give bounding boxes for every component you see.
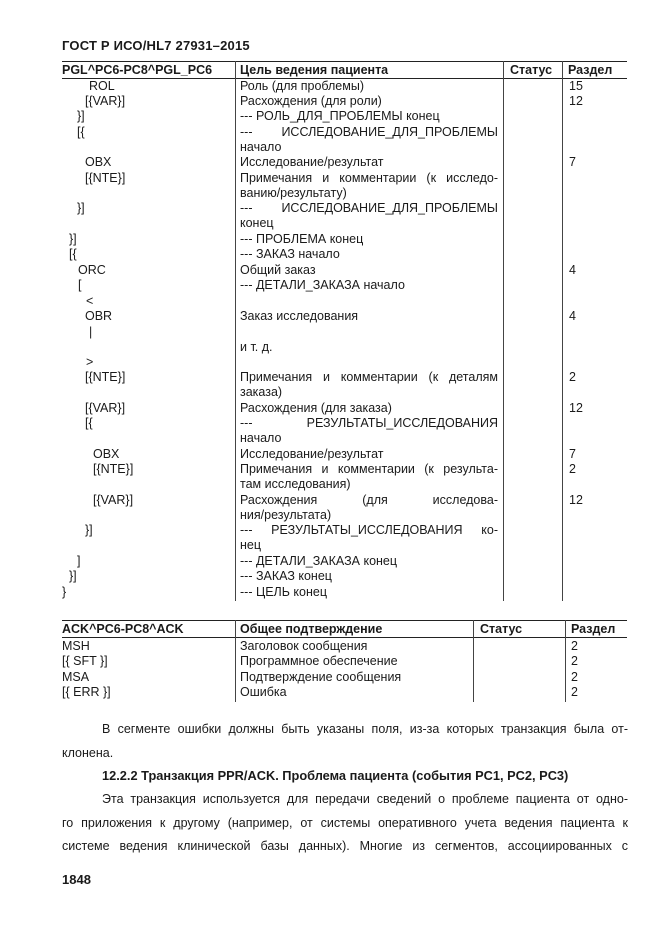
table-row-section: 4: [569, 263, 576, 277]
table-row-code: }]: [69, 232, 77, 246]
table-row-desc: --- ДЕТАЛИ_ЗАКАЗА начало: [240, 278, 405, 292]
page-number: 1848: [62, 872, 91, 887]
table-row-code: >: [86, 355, 94, 369]
desc-line: нец: [240, 538, 262, 553]
table-row-code: [{VAR}]: [93, 493, 134, 507]
table-row-code: |: [89, 325, 93, 339]
desc-line: Расхождения (для исследова-: [240, 493, 498, 507]
table-top-rule: [62, 620, 627, 621]
table-row-desc: [240, 523, 498, 554]
table-row-code: }]: [77, 201, 85, 215]
desc-line: Примечания и комментарии (к деталям: [240, 370, 498, 384]
table-row-section: 2: [571, 670, 578, 684]
table-row-desc: --- ЦЕЛЬ конец: [240, 585, 327, 599]
table-row-code: MSA: [62, 670, 90, 684]
desc-line: --- ИССЛЕДОВАНИЕ_ДЛЯ_ПРОБЛЕМЫ: [240, 201, 498, 215]
table-row-code: OBX: [93, 447, 120, 461]
table-row-code: }]: [77, 109, 85, 123]
table-row-code: [{ SFT }]: [62, 654, 108, 668]
text-line: системе ведения клинической базы данных). Многие из сегментов, ассоциированных с: [62, 839, 628, 853]
table-row-code: }]: [69, 569, 77, 583]
table-row-section: 7: [569, 447, 576, 461]
paragraph-transaction: [62, 788, 628, 859]
text-line: Эта транзакция используется для передачи сведений о проблеме пациента от одно-: [102, 792, 628, 806]
desc-line: начало: [240, 431, 282, 446]
column-header-code: ACK^PC6-PC8^ACK: [62, 622, 184, 636]
table-row-desc: --- ЗАКАЗ конец: [240, 569, 332, 583]
table-row-code: [{NTE}]: [93, 462, 134, 476]
table-row-desc: [240, 493, 498, 524]
table-row-desc: [240, 416, 498, 447]
table-row-desc: Роль (для проблемы): [240, 79, 364, 93]
table-row-section: 4: [569, 309, 576, 323]
table-row-desc: --- РОЛЬ_ДЛЯ_ПРОБЛЕМЫ конец: [240, 109, 440, 123]
table-row-desc: [240, 462, 498, 493]
table-row-desc: [240, 370, 498, 401]
table-row-desc: [240, 171, 498, 202]
table-row-code: ROL: [89, 79, 115, 93]
table-row-code: [{: [77, 125, 85, 139]
table-row-section: 2: [569, 370, 576, 384]
table-row-code: OBR: [85, 309, 113, 323]
table-row-desc: Ошибка: [240, 685, 287, 699]
column-header-section: Раздел: [571, 622, 616, 636]
table-row-code: [: [78, 278, 82, 292]
table-row-code: ORC: [78, 263, 106, 277]
column-divider: [235, 61, 236, 601]
desc-line: заказа): [240, 385, 283, 400]
table-row-section: 2: [571, 685, 578, 699]
table-row-code: OBX: [85, 155, 112, 169]
table-row-code: ]: [77, 554, 81, 568]
column-divider: [235, 620, 236, 702]
table-row-desc: Общий заказ: [240, 263, 316, 277]
table-row-code: [{: [69, 247, 77, 261]
table-row-desc: Расхождения (для заказа): [240, 401, 392, 415]
table-row-desc: Заголовок сообщения: [240, 639, 368, 653]
desc-line: конец: [240, 216, 274, 231]
table-row-section: 15: [569, 79, 583, 93]
text-line: В сегменте ошибки должны быть указаны поля, из-за которых транзакция была от-: [102, 722, 628, 736]
table-row-section: 2: [571, 639, 578, 653]
table-row-desc: Программное обеспечение: [240, 654, 398, 668]
table-row-section: 2: [569, 462, 576, 476]
table-row-desc: --- ЗАКАЗ начало: [240, 247, 340, 261]
table-row-desc: Подтверждение сообщения: [240, 670, 402, 684]
text-line: клонена.: [62, 745, 114, 760]
table-row-code: [{: [85, 416, 93, 430]
table-row-desc: [240, 125, 498, 156]
table-row-code: [{VAR}]: [85, 401, 126, 415]
table-row-code: [{NTE}]: [85, 370, 126, 384]
desc-line: --- ИССЛЕДОВАНИЕ_ДЛЯ_ПРОБЛЕМЫ: [240, 125, 498, 139]
desc-line: ния/результата): [240, 508, 332, 523]
paragraph-error-note: [62, 718, 628, 765]
table-row-code: [{NTE}]: [85, 171, 126, 185]
desc-line: --- РЕЗУЛЬТАТЫ_ИССЛЕДОВАНИЯ: [240, 416, 498, 430]
table-row-desc: Расхождения (для роли): [240, 94, 382, 108]
column-header-status: Статус: [480, 622, 523, 636]
desc-line: Примечания и комментарии (к исследо-: [240, 171, 498, 185]
table-top-rule: [62, 61, 627, 62]
table-row-code: <: [86, 294, 94, 308]
table-row-code: [{ ERR }]: [62, 685, 111, 699]
column-divider: [473, 620, 474, 702]
desc-line: начало: [240, 140, 282, 155]
table-row-section: 12: [569, 401, 583, 415]
table-row-section: 12: [569, 94, 583, 108]
column-divider: [562, 61, 563, 601]
table-row-code: MSH: [62, 639, 90, 653]
table-row-desc: [240, 201, 498, 232]
table-row-desc: Исследование/результат: [240, 447, 384, 461]
table-row-desc: --- ПРОБЛЕМА конец: [240, 232, 364, 246]
desc-line: Примечания и комментарии (к результа-: [240, 462, 498, 476]
text-line: го приложения к другому (например, от системы оперативного учета ведения пациента к: [62, 815, 628, 830]
column-divider: [565, 620, 566, 702]
table-row-code: }]: [85, 523, 93, 537]
desc-line: --- РЕЗУЛЬТАТЫ_ИССЛЕДОВАНИЯ ко-: [240, 523, 498, 537]
table-row-desc: и т. д.: [240, 340, 273, 354]
column-header-desc: Цель ведения пациента: [240, 63, 389, 77]
desc-line: ванию/результату): [240, 186, 347, 201]
table-row-section: 2: [571, 654, 578, 668]
table-row-desc: --- ДЕТАЛИ_ЗАКАЗА конец: [240, 554, 398, 568]
table-row-section: 7: [569, 155, 576, 169]
column-header-desc: Общее подтверждение: [240, 622, 383, 636]
table-row-section: 12: [569, 493, 583, 507]
desc-line: там исследования): [240, 477, 351, 492]
column-header-section: Раздел: [568, 63, 613, 77]
column-divider: [503, 61, 504, 601]
table-row-desc: Исследование/результат: [240, 155, 384, 169]
table-row-code: [{VAR}]: [85, 94, 126, 108]
table-row-desc: Заказ исследования: [240, 309, 359, 323]
column-header-status: Статус: [510, 63, 553, 77]
section-subheading: 12.2.2 Транзакция PPR/ACK. Проблема пациента (события PC1, PC2, PC3): [102, 768, 569, 783]
column-header-code: PGL^PC6-PC8^PGL_PC6: [62, 63, 213, 77]
document-header: ГОСТ Р ИСО/HL7 27931–2015: [62, 38, 250, 53]
table-row-code: }: [62, 585, 67, 599]
